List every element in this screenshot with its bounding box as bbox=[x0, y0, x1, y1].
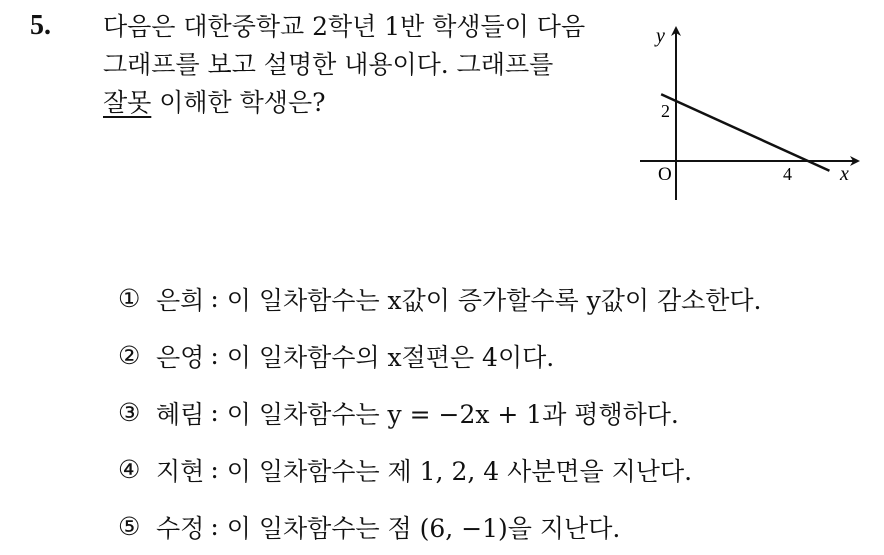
y-intercept-label: 2 bbox=[661, 101, 670, 121]
y-axis-label: y bbox=[656, 25, 665, 47]
choice-text: 이 일차함수의 x절편은 4이다. bbox=[226, 342, 555, 372]
choice-text: 이 일차함수는 y = −2x + 1과 평행하다. bbox=[226, 399, 679, 429]
choice-2[interactable] bbox=[118, 327, 762, 384]
choice-text: 이 일차함수는 x값이 증가할수록 y값이 감소한다. bbox=[226, 285, 762, 315]
linear-function-graph bbox=[630, 18, 870, 208]
question-stem bbox=[103, 8, 623, 122]
choice-number-4: ④ bbox=[118, 455, 141, 484]
choice-4[interactable] bbox=[118, 441, 762, 498]
choice-number-1: ① bbox=[118, 284, 141, 313]
choice-text: 이 일차함수는 제 1, 2, 4 사분면을 지난다. bbox=[226, 456, 693, 486]
x-intercept-label: 4 bbox=[783, 164, 792, 184]
choice-3[interactable] bbox=[118, 384, 762, 441]
origin-label: O bbox=[658, 164, 672, 185]
function-line bbox=[661, 94, 829, 171]
question-number: 5. bbox=[30, 10, 51, 41]
student-name: 지현 bbox=[156, 456, 205, 486]
answer-choices bbox=[118, 270, 762, 555]
choice-number-3: ③ bbox=[118, 398, 141, 427]
choice-text: 이 일차함수는 점 (6, −1)을 지난다. bbox=[226, 513, 621, 543]
stem-line-1: 다음은 대한중학교 2학년 1반 학생들이 다음 bbox=[103, 12, 586, 41]
colon: : bbox=[210, 512, 219, 541]
choice-number-2: ② bbox=[118, 341, 141, 370]
choice-1[interactable] bbox=[118, 270, 762, 327]
stem-line-3 bbox=[103, 84, 623, 122]
colon: : bbox=[210, 284, 219, 313]
x-axis-label: x bbox=[840, 163, 849, 185]
underlined-word: 잘못 bbox=[103, 88, 152, 117]
student-name: 은희 bbox=[156, 285, 205, 315]
colon: : bbox=[210, 341, 219, 370]
choice-number-5: ⑤ bbox=[118, 512, 141, 541]
student-name: 혜림 bbox=[156, 399, 205, 429]
choice-5[interactable] bbox=[118, 498, 762, 555]
student-name: 수정 bbox=[156, 513, 205, 543]
stem-line-2: 그래프를 보고 설명한 내용이다. 그래프를 bbox=[103, 50, 554, 79]
stem-line-3-rest: 이해한 학생은? bbox=[151, 88, 326, 117]
colon: : bbox=[210, 455, 219, 484]
colon: : bbox=[210, 398, 219, 427]
student-name: 은영 bbox=[156, 342, 205, 372]
